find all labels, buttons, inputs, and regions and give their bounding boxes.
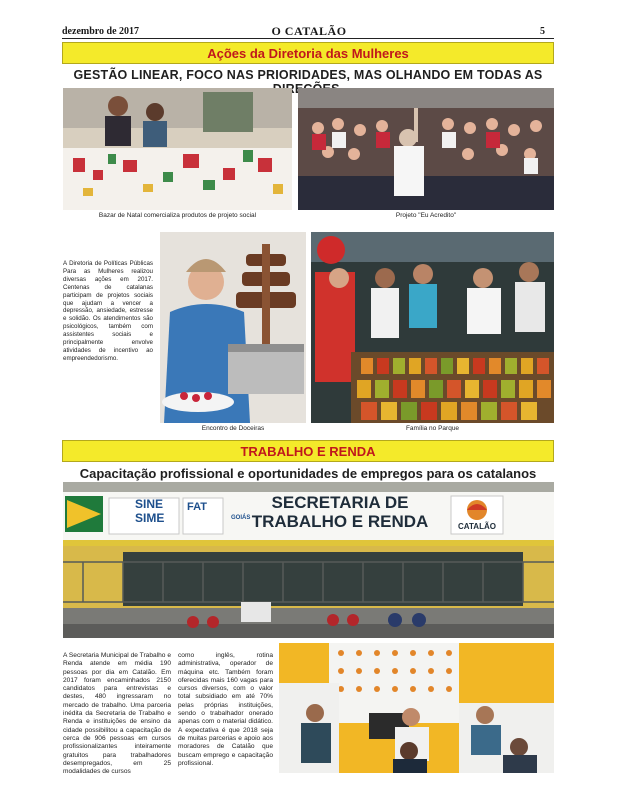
section-banner-trabalho (62, 440, 554, 462)
publication-name: O CATALÃO (271, 24, 347, 38)
photo-encontro-doceiras (160, 232, 306, 423)
article-col-2: como inglês, rotina administrativa, operador de máquina etc. Também foram oferecidas mais 160 vagas para cursos diversos, com o valor total subsidiado em até 70% pelas próprias instituições, sendo o trabalhador onerado apenas com o material didático. A expectativa é que 2018 seja de muitas parcerias e apoio aos moradores de Catalão que buscam emprego e capacitação profissional. (178, 652, 273, 767)
caption-eu-acredito: Projeto "Eu Acredito" (395, 212, 457, 219)
headline-gestao: GESTÃO LINEAR, FOCO NAS PRIORIDADES, MAS OLHANDO EM TODAS AS (73, 68, 543, 82)
photo-secretaria-building (63, 482, 554, 638)
issue-date: dezembro de 2017 (62, 26, 140, 37)
headline-capacitacao: Capacitação profissional e oportunidades de empregos para os catalanos (79, 466, 537, 481)
sign-fat: FAT (187, 501, 207, 513)
photo-familia-parque (311, 232, 554, 423)
section-banner-mulheres (62, 42, 554, 64)
sign-goias: GOIÁS (231, 515, 251, 521)
sign-catalao-logo: CATALÃO (458, 522, 496, 531)
photo-atendimento-trabalho (279, 643, 554, 773)
caption-familia: Família no Parque (405, 425, 460, 432)
sign-sime: SIME (135, 511, 165, 525)
sign-secretaria-line1: SECRETARIA DE (271, 493, 409, 512)
caption-doceiras: Encontro de Doceiras (201, 425, 265, 432)
photo-bazar-natal (63, 88, 292, 210)
sign-secretaria-line2: TRABALHO E RENDA (251, 512, 429, 531)
sign-sine: SINE (135, 497, 164, 511)
article-body-mulheres: A Diretoria de Políticas Públicas Para as Mulheres realizou diversas ações em 2017. Centenas de catalanas participam de projetos sociais que ajudam a vencer a depressão, ansiedade, estresse e solidão. Os atendimentos são psicológicos, também com assistentes sociais e principalmente envolve atividades de incentivo ao empreendedorismo. (63, 260, 153, 362)
header-rule (62, 38, 554, 39)
photo-eu-acredito (298, 88, 554, 210)
page-number: 5 (540, 26, 545, 37)
section-banner-title: Ações da Diretoria das Mulheres (207, 45, 409, 61)
article-col-1: A Secretaria Municipal de Trabalho e Renda atende em média 190 pessoas por dia em Catalão. Em 2017 foram encaminhados 2150 candidatos para entrevistas e destes, 480 ingressaram no mercado de trabalho. Uma parceria inédita da Secretaria de Trabalho e Renda e instituições de ensino da cidade possibilitou a capacitação de cerca de 906 pessoas em cursos profissionalizantes inteiramente gratuitos para trabalhadores desempregados, em 25 modalidades de cursos (63, 652, 171, 776)
section-banner-title: TRABALHO E RENDA (240, 443, 376, 459)
caption-bazar: Bazar de Natal comercializa produtos de projeto social (98, 212, 257, 219)
